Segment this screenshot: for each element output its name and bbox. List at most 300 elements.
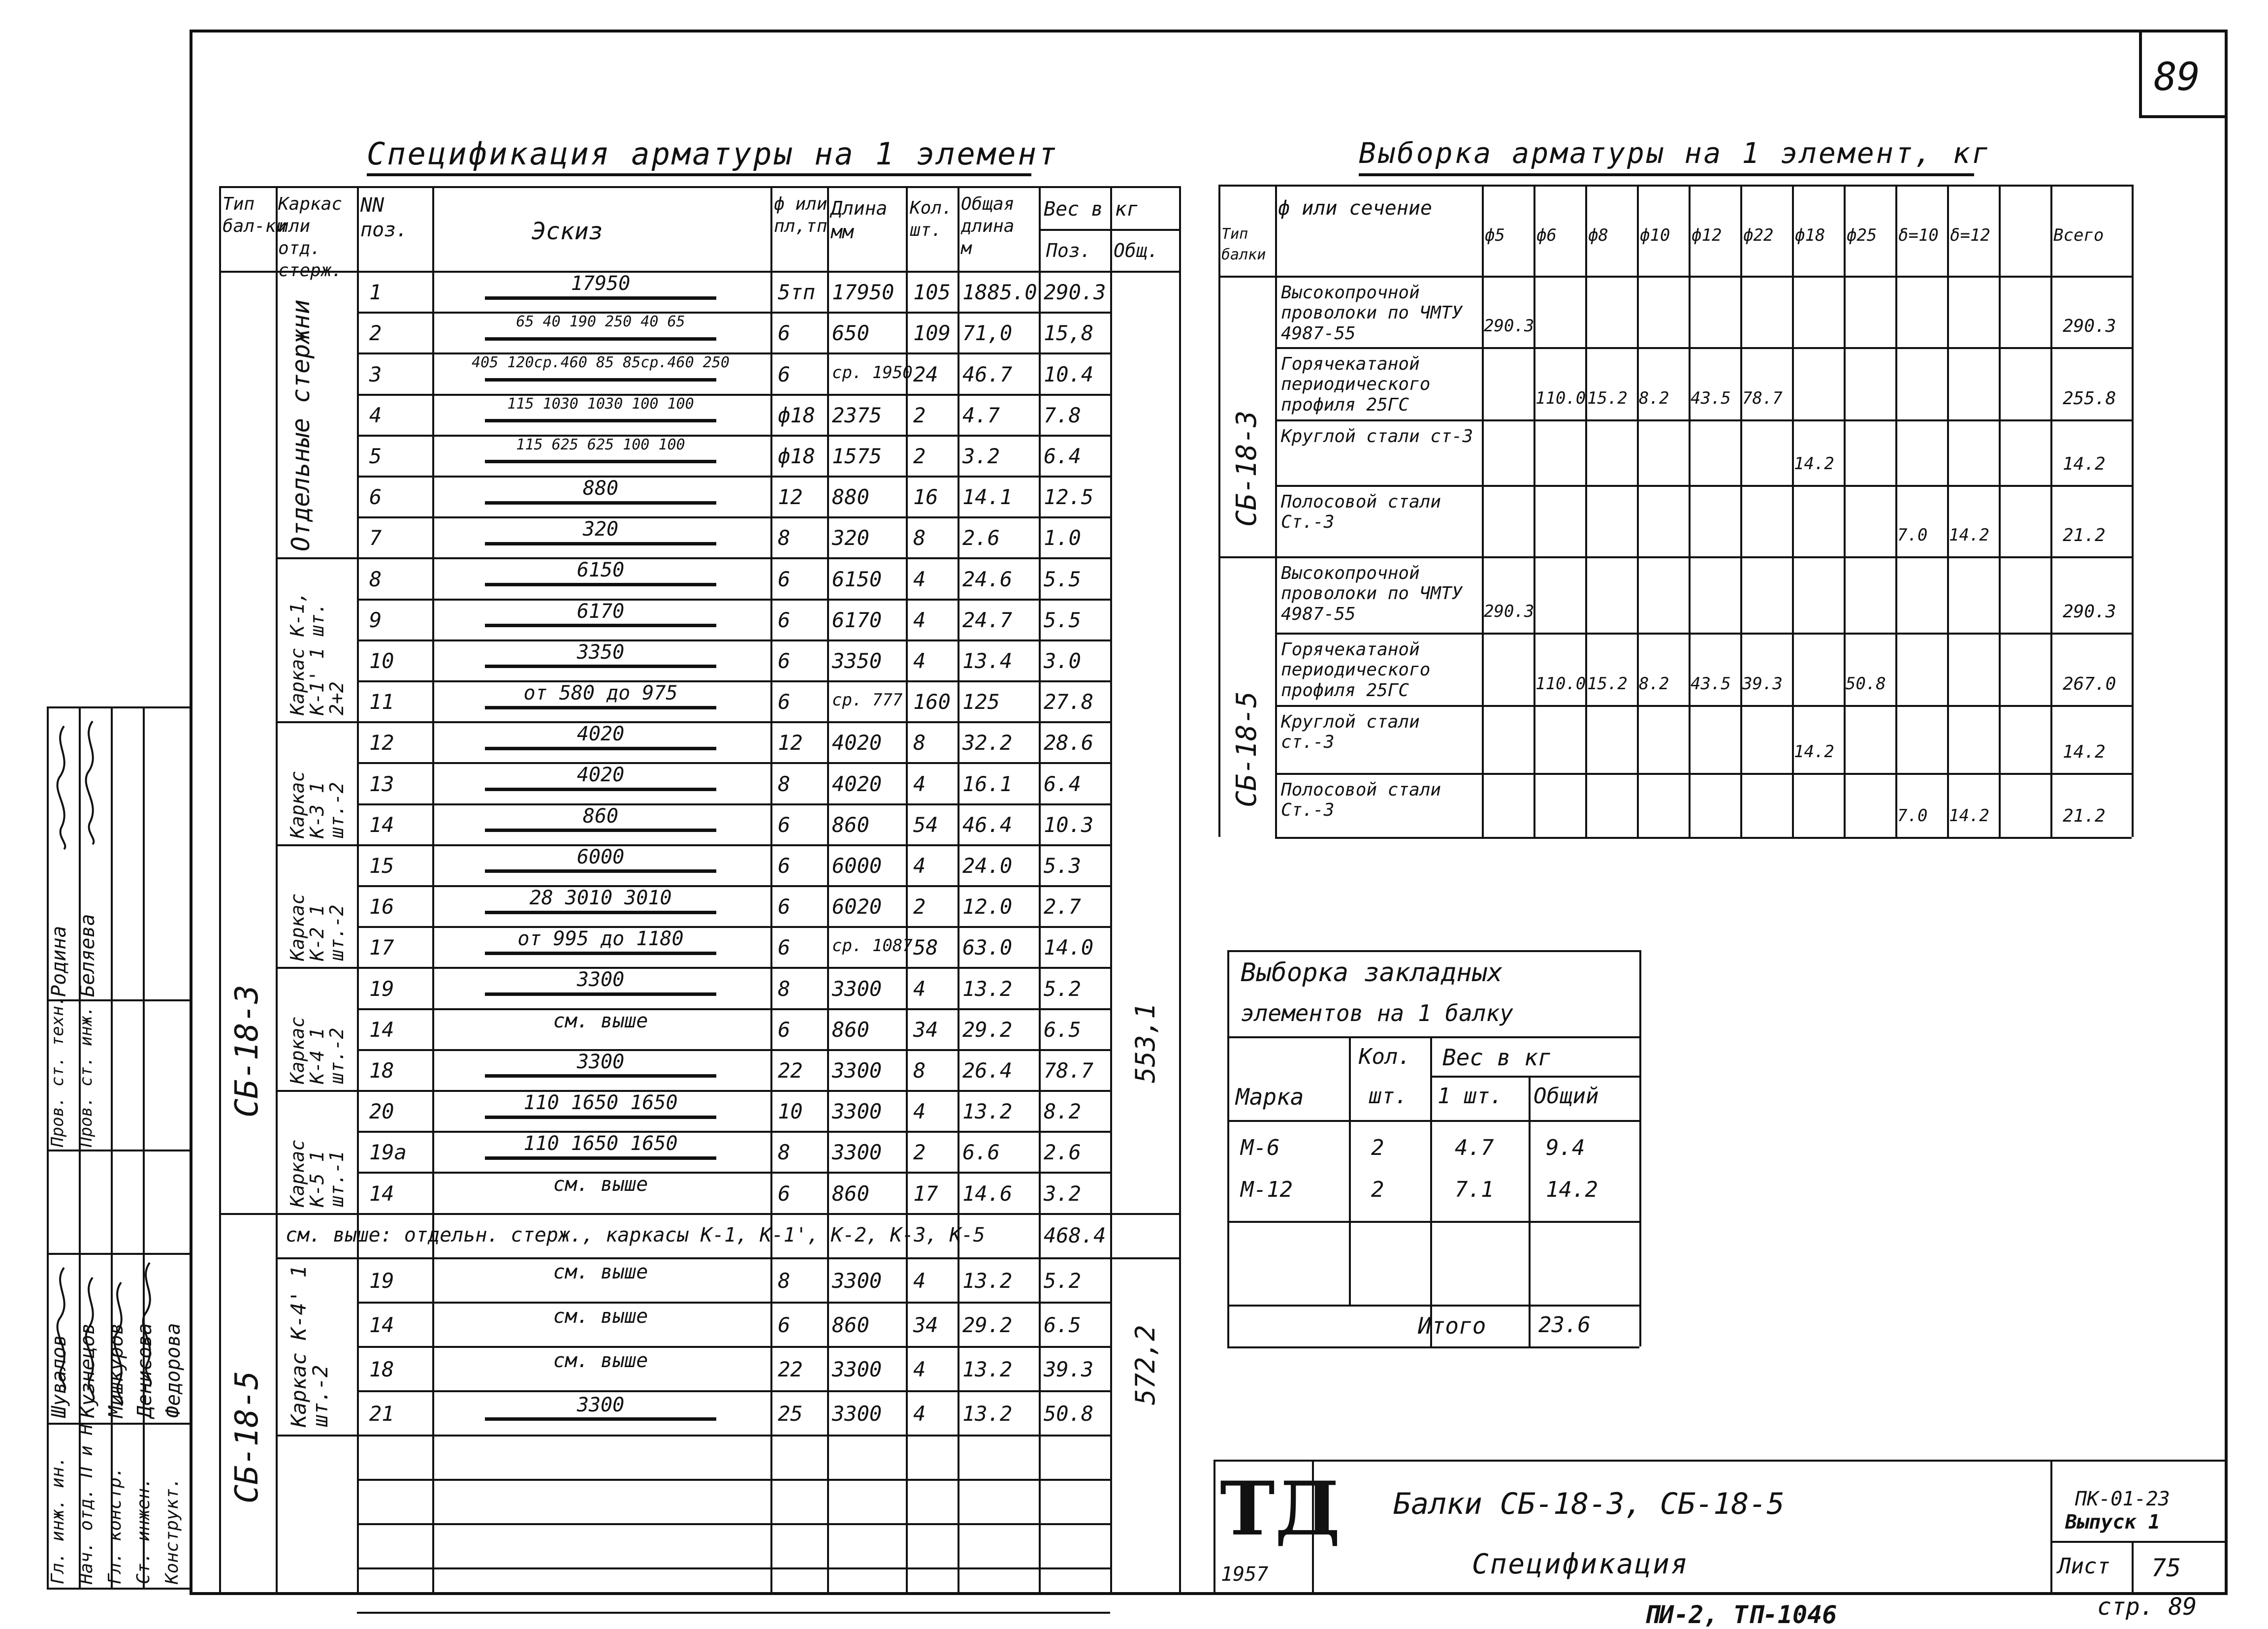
embedded-row-line (1227, 1221, 1639, 1223)
sample-cell: 39.3 (1742, 674, 1783, 694)
spec-row-a-17-sketch-bar (485, 952, 716, 955)
spec-row-a-4-sketch: 115 1030 1030 100 100 (507, 395, 694, 413)
sample-col-line (1533, 185, 1535, 837)
sample-title: Выборка арматуры на 1 элемент, кг (1359, 136, 1991, 170)
spec-row-a-1-sketch-bar (485, 296, 716, 300)
spec-col-line (432, 186, 434, 1593)
spec-row-a-17-tl: 63.0 (962, 935, 1013, 960)
spec-row-a-5-w: 6.4 (1044, 444, 1081, 469)
spec-row-a-14-tl: 46.4 (962, 812, 1013, 837)
embedded-h-qty-unit: шт. (1369, 1084, 1408, 1109)
embedded-col-line (1430, 1036, 1432, 1346)
spec-row-a-3-w: 10.4 (1044, 362, 1094, 386)
sample-col-line (1895, 185, 1897, 837)
sample-row-line (1275, 633, 2132, 635)
spec-row-a-23-dia: 6 (778, 1181, 791, 1206)
sample-row-name: Высокопрочной проволоки по ЧМТУ 4987-55 (1281, 283, 1463, 344)
sample-beam-a: СБ-18-3 (1231, 410, 1263, 527)
spec-row-line (357, 1008, 1110, 1010)
title-block-code-line (2050, 1541, 2228, 1543)
spec-row-a-4-qty: 2 (913, 403, 926, 427)
sample-col-line (1792, 185, 1794, 837)
spec-row-a-2-len: 650 (832, 321, 869, 346)
spec-row-b-1-qty: 4 (913, 1268, 926, 1293)
spec-row-line (357, 516, 1110, 518)
spec-row-a-21-sketch-bar (485, 1116, 716, 1119)
spec-row-a-1-qty: 105 (913, 280, 951, 305)
embedded-header-line (1227, 1120, 1639, 1122)
spec-row-line (357, 967, 1110, 969)
spec-row-a-5-sketch-bar (485, 460, 716, 463)
spec-row-line (357, 352, 1110, 354)
spec-row-a-8-sketch: 6150 (576, 559, 625, 582)
spec-group-line (276, 1435, 357, 1437)
spec-row-a-1-pos: 1 (369, 280, 382, 305)
spec-row-a-7-sketch-bar (485, 542, 716, 545)
spec-row-a-20-pos: 18 (369, 1058, 394, 1083)
stamp-role2: Пров. ст. техн. (48, 995, 67, 1147)
sample-row-name: Горячекатаной периодического профиля 25ГС (1281, 354, 1431, 415)
spec-row-line (357, 1346, 1110, 1348)
spec-row-b-4-w: 50.8 (1044, 1401, 1094, 1426)
spec-row-a-8-len: 6150 (832, 567, 882, 591)
spec-group-label: Каркас К-1, К-1' 1 шт. 2+2 (287, 591, 348, 716)
spec-row-line (357, 1131, 1110, 1133)
spec-row-a-2-pos: 2 (369, 321, 382, 346)
stamp-role: Гл. инж. ин. (48, 1456, 68, 1584)
spec-row-line (357, 394, 1110, 396)
spec-row-a-19-pos: 14 (369, 1017, 394, 1042)
spec-row-a-15-w: 5.3 (1044, 854, 1081, 878)
spec-row-a-16-tl: 12.0 (962, 894, 1013, 919)
sample-col-line (1482, 185, 1484, 837)
spec-row-a-1-sketch: 17950 (571, 272, 631, 295)
spec-col-line (219, 186, 221, 1593)
spec-row-a-9-w: 5.5 (1044, 607, 1081, 632)
spec-row-a-8-pos: 8 (369, 567, 382, 591)
embedded-right (1639, 950, 1641, 1346)
sample-row-line (1218, 556, 2132, 558)
sample-row-total: 290.3 (2063, 602, 2116, 622)
spec-row-a-23-tl: 14.6 (962, 1181, 1013, 1206)
sample-row-total: 255.8 (2063, 388, 2116, 409)
spec-row-a-23-w: 3.2 (1044, 1181, 1081, 1206)
spec-row-a-9-sketch-bar (485, 624, 716, 627)
spec-row-a-19-qty: 34 (913, 1017, 938, 1042)
title-block-sheet-sep (2132, 1541, 2134, 1595)
spec-row-a-1-tl: 1885.0 (962, 280, 1037, 305)
embedded-h-weight: Вес в кг (1442, 1044, 1552, 1071)
sample-col-line (1844, 185, 1846, 837)
spec-row-a-6-pos: 6 (369, 485, 382, 510)
spec-row-line (357, 1302, 1110, 1304)
spec-row-a-5-dia: ф18 (778, 444, 815, 469)
spec-row-a-20-tl: 26.4 (962, 1058, 1013, 1083)
embedded-title1: Выборка закладных (1241, 958, 1503, 988)
spec-row-a-13-tl: 16.1 (962, 771, 1013, 796)
spec-row-a-8-tl: 24.6 (962, 567, 1013, 591)
sample-col-line (2132, 185, 2134, 837)
sample-cell: 14.2 (1794, 454, 1834, 474)
spec-row-a-3-pos: 3 (369, 362, 382, 386)
spec-row-a-17-qty: 58 (913, 935, 938, 960)
embedded-qty: 2 (1371, 1177, 1384, 1202)
spec-row-a-21-len: 3300 (832, 1099, 882, 1124)
sample-row-total: 21.2 (2063, 806, 2106, 826)
spec-row-a-17-pos: 17 (369, 935, 394, 960)
spec-row-a-6-sketch-bar (485, 501, 716, 505)
spec-row-a-10-pos: 10 (369, 649, 394, 673)
spec-row-a-14-sketch-bar (485, 829, 716, 832)
sample-row-line (1275, 773, 2132, 775)
embedded-col-line (1349, 1036, 1351, 1305)
spec-empty-row-line (357, 1567, 1110, 1569)
embedded-itogo-line (1227, 1305, 1639, 1307)
spec-row-a-10-sketch: 3350 (576, 640, 625, 664)
stamp-col (143, 706, 145, 1588)
spec-row-a-21-pos: 20 (369, 1099, 394, 1124)
signature-scribble (49, 724, 76, 852)
title-block-issue: Выпуск 1 (2065, 1511, 2160, 1533)
spec-row-a-3-len: ср. 1950 (832, 362, 913, 383)
embedded-h-per: 1 шт. (1437, 1084, 1503, 1109)
spec-header-line (219, 271, 1179, 273)
spec-col-line (906, 186, 908, 1593)
sample-row-name: Полосовой стали Ст.-3 (1281, 492, 1441, 533)
spec-row-b-1-pos: 19 (369, 1268, 394, 1293)
spec-row-a-9-qty: 4 (913, 607, 926, 632)
sample-header-6: ф12 (1692, 225, 1722, 245)
spec-row-a-4-len: 2375 (832, 403, 882, 427)
sample-header-10: δ=10 (1898, 225, 1939, 245)
spec-row-a-21-sketch: 110 1650 1650 (523, 1091, 678, 1114)
title-block-code-sep (2050, 1460, 2052, 1595)
spec-row-b-2-dia: 6 (778, 1312, 791, 1337)
spec-row-a-12-w: 28.6 (1044, 731, 1094, 755)
spec-row-a-8-dia: 6 (778, 567, 791, 591)
sample-row-total: 21.2 (2063, 525, 2106, 545)
spec-row-a-12-dia: 12 (778, 731, 803, 755)
spec-row-a-16-w: 2.7 (1044, 894, 1081, 919)
spec-row-a-8-w: 5.5 (1044, 567, 1081, 591)
spec-row-a-8-qty: 4 (913, 567, 926, 591)
stamp-role: Конструкт. (162, 1477, 182, 1584)
spec-row-a-18-pos: 19 (369, 976, 394, 1001)
spec-row-a-12-len: 4020 (832, 731, 882, 755)
spec-group-label: Каркас К-3 1 шт.-2 (287, 770, 348, 838)
spec-row-a-16-len: 6020 (832, 894, 882, 919)
spec-col-line (770, 186, 772, 1593)
embedded-itogo-label: Итого (1418, 1312, 1486, 1339)
sample-col-line (1637, 185, 1639, 837)
sample-row-line (1275, 347, 2132, 349)
embedded-h-mark: Марка (1236, 1084, 1304, 1110)
embedded-qty: 2 (1371, 1135, 1384, 1160)
spec-row-a-4-tl: 4.7 (962, 403, 1000, 427)
spec-header-weight-total: Общ. (1114, 240, 1159, 261)
spec-row-a-9-sketch: 6170 (576, 600, 625, 623)
spec-row-a-11-len: ср. 777 (832, 690, 903, 710)
spec-group-label: Отдельные стержни (287, 299, 315, 552)
spec-row-a-13-len: 4020 (832, 771, 882, 796)
spec-row-a-18-len: 3300 (832, 976, 882, 1001)
spec-row-a-16-qty: 2 (913, 894, 926, 919)
spec-row-line (357, 721, 1110, 723)
spec-row-line (357, 599, 1110, 601)
spec-row-a-12-sketch-bar (485, 747, 716, 750)
spec-row-a-4-w: 7.8 (1044, 403, 1081, 427)
spec-row-b-1-tl: 13.2 (962, 1268, 1013, 1293)
spec-row-a-19-dia: 6 (778, 1017, 791, 1042)
spec-row-a-20-w: 78.7 (1044, 1058, 1094, 1083)
embedded-per: 7.1 (1455, 1177, 1494, 1202)
footer-page: стр. 89 (2097, 1593, 2197, 1621)
spec-row-a-20-dia: 22 (778, 1058, 803, 1083)
sample-cell: 7.0 (1897, 525, 1928, 545)
spec-row-a-7-sketch: 320 (582, 518, 619, 541)
embedded-col-line (1529, 1076, 1531, 1346)
spec-row-a-11-sketch-bar (485, 706, 716, 709)
spec-title-underline (367, 173, 1031, 176)
spec-row-line (357, 680, 1110, 682)
embedded-mark: М-6 (1241, 1135, 1280, 1160)
spec-row-b-1-dia: 8 (778, 1268, 791, 1293)
spec-row-line (357, 1390, 1110, 1392)
spec-row-a-2-dia: 6 (778, 321, 791, 346)
stamp-role: Гл. констр. (105, 1467, 125, 1584)
spec-row-a-17-dia: 6 (778, 935, 791, 960)
stamp-row (47, 1423, 190, 1425)
title-block-name: Балки СБ-18-3, СБ-18-5 (1393, 1487, 1785, 1521)
spec-empty-row-line (357, 1612, 1110, 1614)
spec-row-a-9-len: 6170 (832, 607, 882, 632)
spec-row-a-2-qty: 109 (913, 321, 951, 346)
spec-row-a-23-sketch: см. выше (553, 1173, 648, 1196)
spec-row-b-3-len: 3300 (832, 1357, 882, 1381)
spec-group-line (276, 557, 357, 559)
spec-row-a-10-sketch-bar (485, 665, 716, 668)
spec-header-weight: Вес в кг (1044, 198, 1139, 221)
spec-total-b: 572,2 (1130, 1325, 1161, 1405)
spec-row-a-7-len: 320 (832, 526, 869, 550)
embedded-itogo: 23.6 (1538, 1312, 1591, 1338)
stamp-row (47, 1253, 190, 1255)
spec-row-a-15-sketch: 6000 (576, 845, 625, 868)
embedded-total: 9.4 (1546, 1135, 1585, 1160)
spec-row-b-3-dia: 22 (778, 1357, 803, 1381)
spec-row-line (357, 803, 1110, 805)
spec-row-a-21-w: 8.2 (1044, 1099, 1081, 1124)
stamp-row (47, 706, 190, 708)
sample-cell: 15.2 (1587, 388, 1628, 408)
spec-row-a-17-len: ср. 1087 (832, 936, 913, 956)
spec-bottom-line (219, 1593, 1179, 1595)
embedded-mark: М-12 (1241, 1177, 1293, 1202)
spec-row-a-11-w: 27.8 (1044, 690, 1094, 714)
title-block-left (1214, 1460, 1215, 1595)
spec-row-line (357, 557, 1110, 559)
sample-header-8: ф18 (1795, 225, 1825, 245)
sample-header-2: ф5 (1485, 225, 1505, 245)
spec-row-a-10-qty: 4 (913, 649, 926, 673)
embedded-top (1227, 950, 1639, 952)
spec-row-a-10-w: 3.0 (1044, 649, 1081, 673)
sample-col-line (1689, 185, 1691, 837)
spec-row-line (357, 435, 1110, 437)
spec-top-line (219, 186, 1179, 188)
spec-row-a-2-w: 15,8 (1044, 321, 1094, 346)
sample-col-line (1999, 185, 2001, 837)
sample-cell: 290.3 (1484, 602, 1534, 621)
spec-row-a-8-sketch-bar (485, 583, 716, 586)
embedded-h-total: Общий (1533, 1084, 1599, 1109)
spec-row-a-16-pos: 16 (369, 894, 394, 919)
spec-row-a-4-dia: ф18 (778, 403, 815, 427)
sheet-number: 89 (2154, 55, 2200, 99)
spec-row-a-19-sketch: см. выше (553, 1009, 648, 1032)
spec-row-a-1-w: 290.3 (1044, 280, 1106, 305)
sample-row-total: 267.0 (2063, 674, 2116, 694)
spec-row-a-15-len: 6000 (832, 854, 882, 878)
spec-row-a-19-len: 860 (832, 1017, 869, 1042)
spec-row-a-20-sketch-bar (485, 1074, 716, 1078)
sample-row-total: 290.3 (2063, 316, 2116, 336)
sample-cell: 14.2 (1794, 742, 1834, 762)
spec-group-b-label: Каркас К-4' 1 шт.-2 (287, 1265, 333, 1427)
stamp-col (190, 706, 192, 1588)
spec-row-a-5-pos: 5 (369, 444, 382, 469)
spec-row-a-18-qty: 4 (913, 976, 926, 1001)
spec-row-a-21-tl: 13.2 (962, 1099, 1013, 1124)
spec-row-line (357, 1435, 1110, 1437)
spec-row-a-18-sketch-bar (485, 992, 716, 996)
spec-row-b-4-pos: 21 (369, 1401, 394, 1426)
spec-col-line (827, 186, 829, 1593)
spec-row-a-14-sketch: 860 (582, 804, 619, 828)
spec-row-a-20-len: 3300 (832, 1058, 882, 1083)
sample-cell: 290.3 (1484, 316, 1534, 336)
spec-row-line (357, 926, 1110, 928)
sample-row-total: 14.2 (2063, 742, 2106, 762)
spec-row-a-7-pos: 7 (369, 526, 382, 550)
spec-row-line (357, 885, 1110, 887)
spec-total-a: 553,1 (1130, 1003, 1161, 1083)
sample-cell: 43.5 (1691, 674, 1731, 694)
spec-row-b-4-len: 3300 (832, 1401, 882, 1426)
spec-row-a-3-tl: 46.7 (962, 362, 1013, 386)
spec-row-a-14-w: 10.3 (1044, 812, 1094, 837)
spec-row-a-12-tl: 32.2 (962, 731, 1013, 755)
spec-row-a-22-pos: 19а (369, 1140, 407, 1165)
spec-row-a-2-sketch-bar (485, 337, 716, 341)
stamp-name2: Родина (48, 926, 70, 997)
embedded-title2: элементов на 1 балку (1241, 1000, 1513, 1026)
spec-row-a-18-tl: 13.2 (962, 976, 1013, 1001)
spec-row-a-14-qty: 54 (913, 812, 938, 837)
sample-cell: 14.2 (1949, 806, 1989, 826)
sample-row-name: Высокопрочной проволоки по ЧМТУ 4987-55 (1281, 563, 1463, 624)
spec-row-a-5-sketch: 115 625 625 100 100 (516, 436, 685, 453)
spec-row-a-7-dia: 8 (778, 526, 791, 550)
sample-header-line (1218, 276, 2132, 278)
spec-group-line (276, 1090, 357, 1092)
embedded-left (1227, 950, 1229, 1346)
spec-row-a-14-pos: 14 (369, 812, 394, 837)
spec-header-total_length: Общая длина м (961, 194, 1015, 258)
spec-row-a-11-dia: 6 (778, 690, 791, 714)
stamp-role2: Пров. ст. инж. (76, 1006, 96, 1147)
spec-seeabove-line (276, 1257, 1179, 1259)
spec-row-a-22-qty: 2 (913, 1140, 926, 1165)
sample-col-line (1947, 185, 1949, 837)
sample-row-line (1275, 705, 2132, 707)
spec-row-line (357, 844, 1110, 846)
spec-row-a-5-tl: 3.2 (962, 444, 1000, 469)
spec-row-a-10-tl: 13.4 (962, 649, 1013, 673)
spec-row-a-13-qty: 4 (913, 771, 926, 796)
stamp-role: Нач. отд. П и Н (76, 1424, 96, 1584)
spec-weight-split (1039, 229, 1179, 231)
signature-scribble (78, 1275, 105, 1403)
spec-row-a-22-len: 3300 (832, 1140, 882, 1165)
sample-row-line (1275, 419, 2132, 421)
spec-row-a-2-sketch: 65 40 190 250 40 65 (516, 313, 685, 331)
spec-beam-sep-line (219, 1213, 1179, 1215)
spec-row-a-13-dia: 8 (778, 771, 791, 796)
sample-header-1: ф или сечение (1278, 197, 1433, 220)
spec-row-a-11-sketch: от 580 до 975 (523, 682, 678, 704)
sample-header-7: ф22 (1743, 225, 1774, 245)
sample-row-name: Круглой стали ст-3 (1281, 426, 1473, 447)
spec-col-line (1039, 186, 1041, 1593)
spec-row-a-11-qty: 160 (913, 690, 951, 714)
sample-cell: 110.0 (1535, 388, 1586, 408)
spec-row-a-2-tl: 71,0 (962, 321, 1013, 346)
spec-row-a-4-sketch-bar (485, 419, 716, 422)
sample-title-underline (1359, 173, 1974, 176)
stamp-name2: Беляева (76, 914, 99, 997)
sample-top-line (1218, 185, 2132, 187)
spec-row-a-3-dia: 6 (778, 362, 791, 386)
spec-row-a-20-qty: 8 (913, 1058, 926, 1083)
embedded-h-qty: Кол. (1359, 1044, 1411, 1069)
title-block-year: 1957 (1221, 1563, 1269, 1586)
spec-row-line (357, 639, 1110, 641)
spec-row-b-2-tl: 29.2 (962, 1312, 1013, 1337)
sample-col-line (1218, 185, 1220, 837)
embedded-bottom (1227, 1346, 1639, 1348)
spec-row-a-6-sketch: 880 (582, 477, 619, 500)
spec-row-a-23-qty: 17 (913, 1181, 938, 1206)
sample-header-13: Всего (2053, 225, 2104, 245)
sample-cell: 8.2 (1639, 388, 1669, 408)
spec-group-label: Каркас К-5 1 шт.-1 (287, 1139, 348, 1207)
spec-row-a-13-sketch-bar (485, 788, 716, 791)
spec-row-a-18-sketch: 3300 (576, 968, 625, 991)
sample-cell: 110.0 (1535, 674, 1586, 694)
stamp-row (47, 1150, 190, 1151)
spec-row-a-9-tl: 24.7 (962, 607, 1013, 632)
spec-row-a-19-tl: 29.2 (962, 1017, 1013, 1042)
spec-row-a-18-dia: 8 (778, 976, 791, 1001)
spec-col-line (276, 186, 278, 1593)
spec-row-a-10-len: 3350 (832, 649, 882, 673)
sample-row-name: Круглой стали ст.-3 (1281, 712, 1420, 753)
spec-row-a-5-qty: 2 (913, 444, 926, 469)
spec-header-pos: NN поз. (360, 194, 408, 241)
spec-row-b-4-sketch: 3300 (576, 1393, 625, 1416)
stamp-role: Ст. инжен. (133, 1477, 154, 1584)
